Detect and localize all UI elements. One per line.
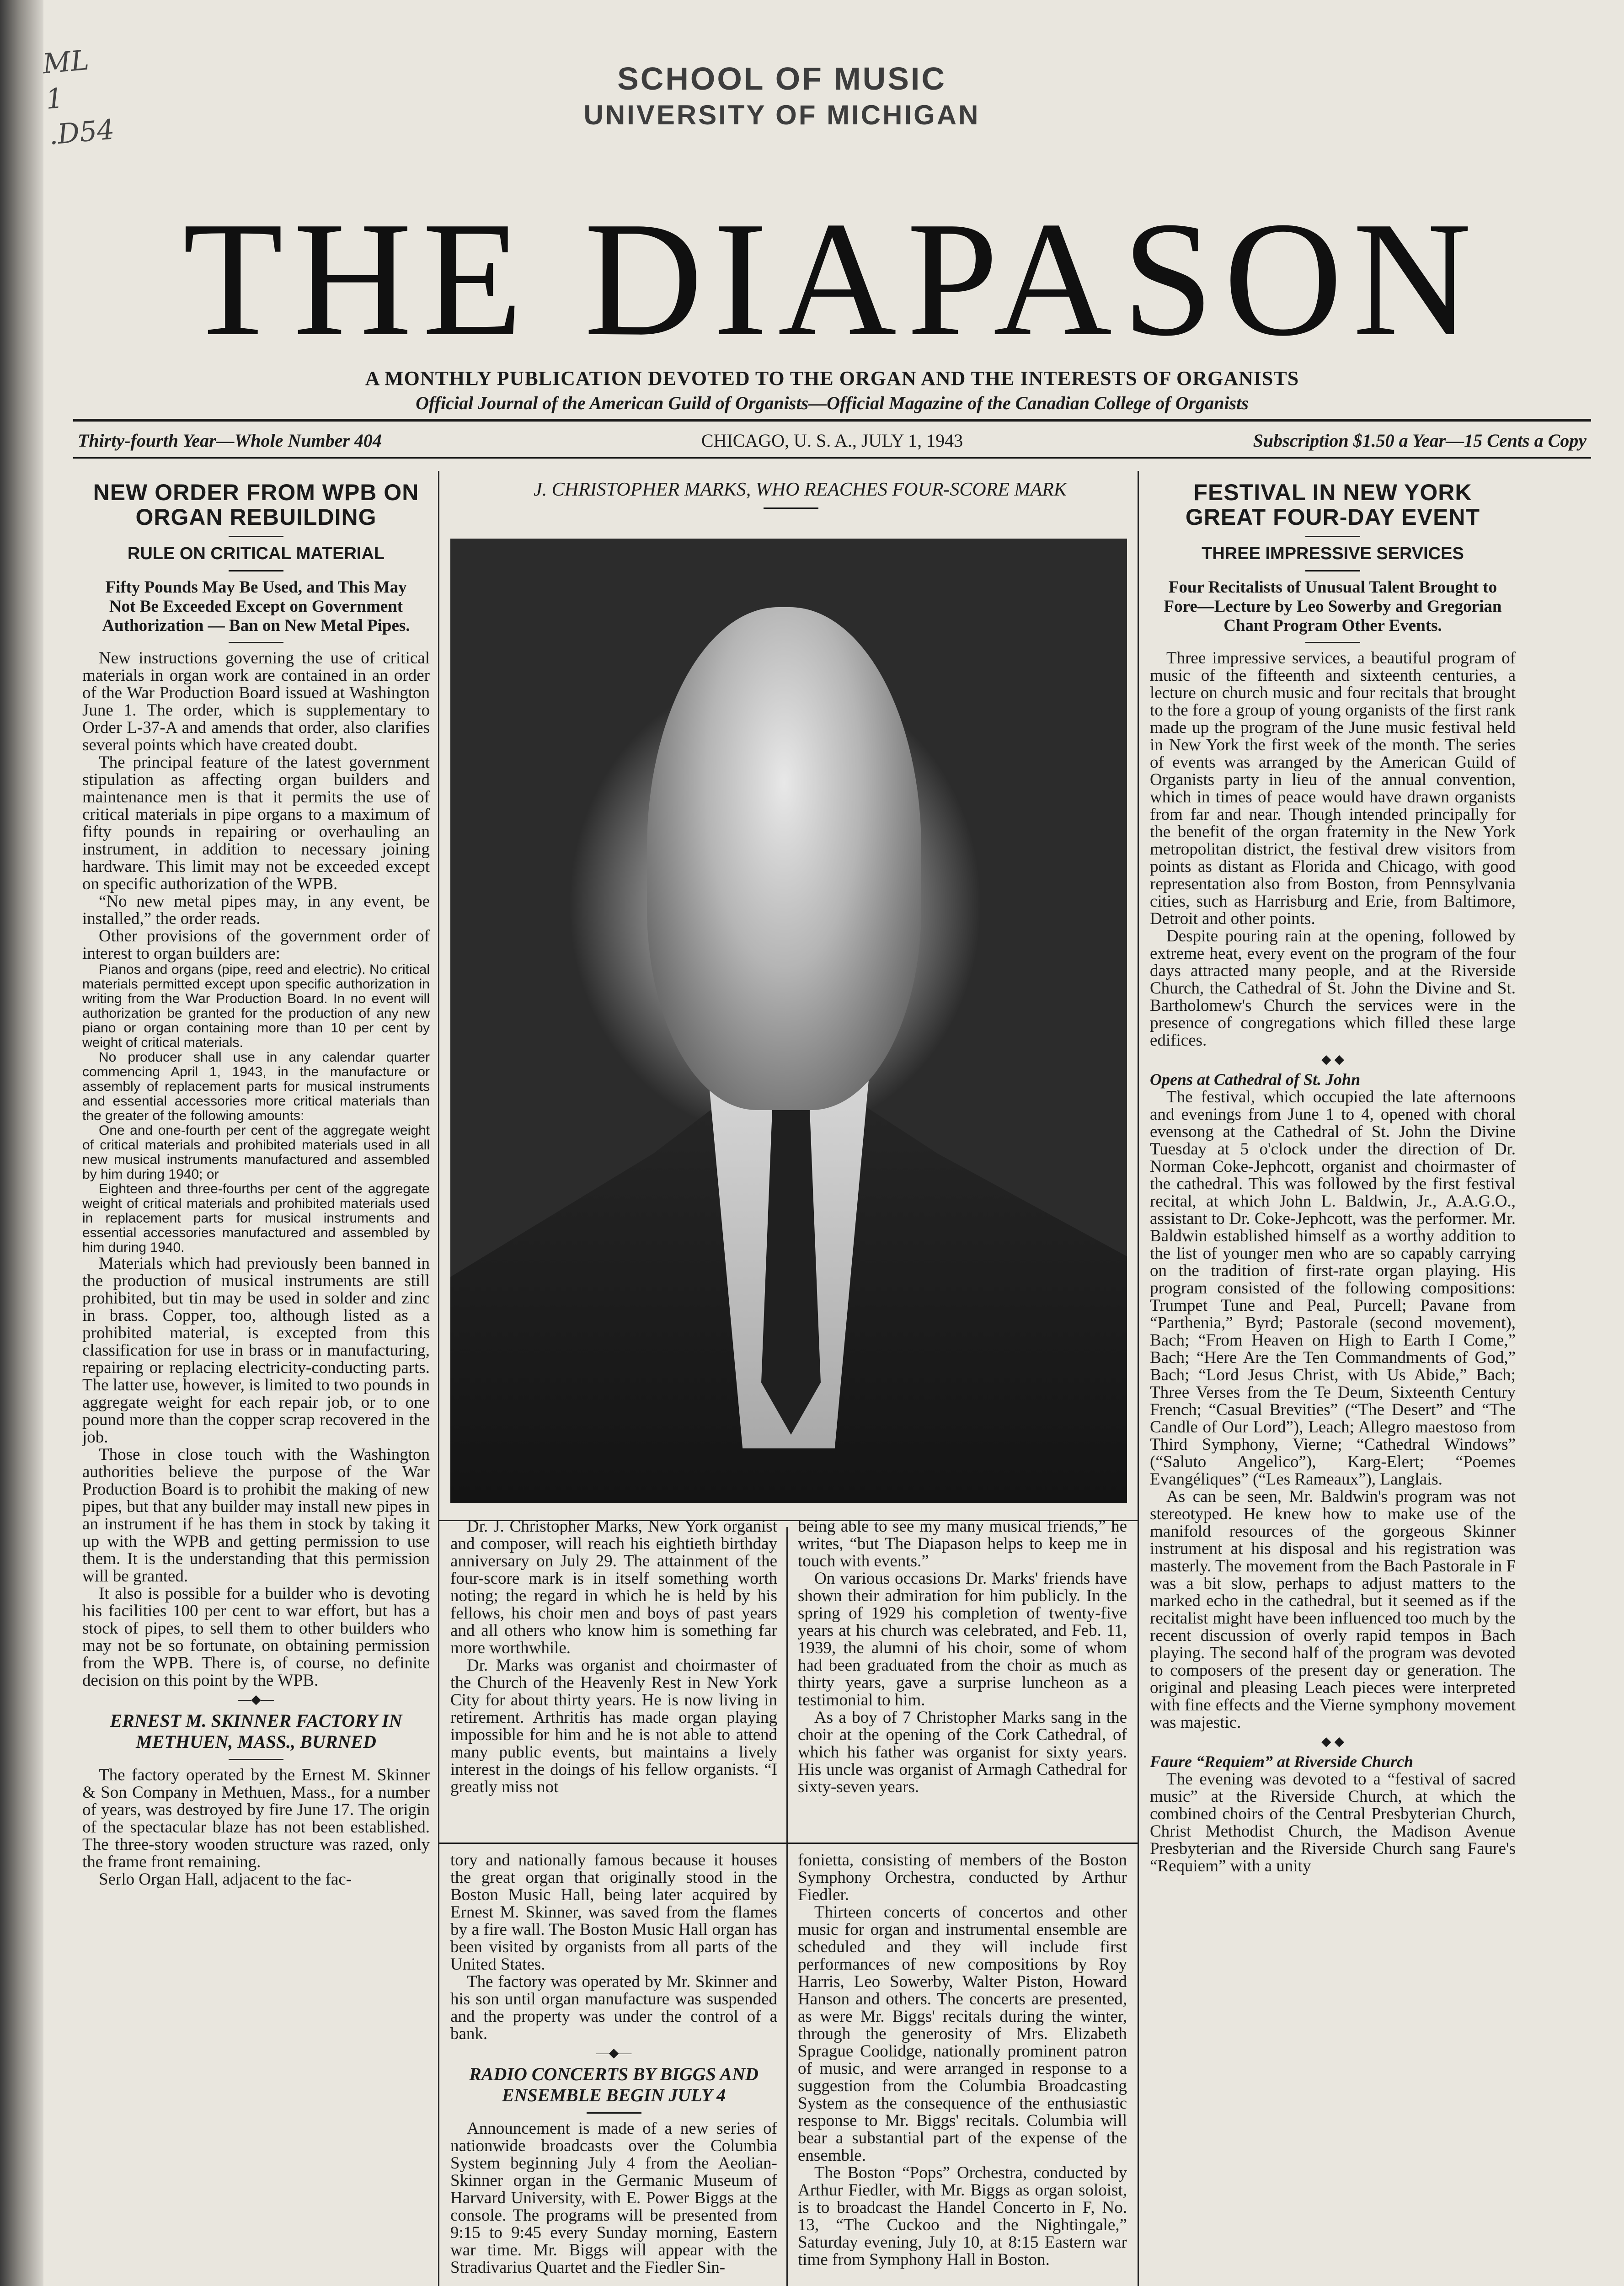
skinner-continuation: tory and nationally famous because it houses the great organ that originally stood in the Boston Music Hall, being later acquired by Ernest M. Skinner, was saved from the flames by a fire wall. The Boston Music Hall organ has been visited by organists from all parts of the United States. [450,1851,777,1974]
radio-article-col2 [798,1852,1127,2269]
wpb-paragraph: New instructions governing the use of critical materials in organ work are contained in an order of the War Production Board issued at Washington June 1. The order, which is supplementary to Order L-37-A and amends that order, also clarifies several points which have created doubt. [82,649,430,754]
festival-deck: Four Recitalists of Unusual Talent Brought to Fore—Lecture by Leo Sowerby and Gregorian Chant Program Other Events. [1164,578,1502,635]
wpb-paragraph: Other provisions of the government order of interest to organ builders are: [82,927,430,963]
column-rule [438,471,439,2286]
radio-paragraph: The Boston “Pops” Orchestra, conducted by Arthur Fiedler, with Mr. Biggs as organ soloist, is to broadcast the Handel Concerto in F, No. 13, “The Cuckoo and the Nightingale,” Saturday evening, July 10, at 8:15 Eastern war time from Symphony Hall in Boston. [798,2163,1127,2269]
festival-paragraph: Three impressive services, a beautiful program of music of the fifteenth and sixteenth centuries, a lecture on church music and four recitals that brought to the fore a group of young organists of the first rank made up the program of the June music festival held in New York the first week of the month. The series of events was arranged by the American Guild of Organists party in lieu of the annual convention, which in times of peace would have drawn organists from far and near. Though intended principally for the benefit of the organ fraternity in the New York metropolitan district, the festival drew visitors from points as distant as Florida and Chicago, with good representation also from Boston, from Pennsylvania cities, such as Harrisburg and Erie, from Baltimore, Detroit and other points. [1150,649,1516,928]
dateline-top-rule [73,419,1591,422]
radio-paragraph: fonietta, consisting of members of the Boston Symphony Orchestra, conducted by Arthur Fiedler. [798,1851,1127,1904]
divider [587,2112,641,2114]
stamp-line-school: SCHOOL OF MUSIC [617,61,946,96]
dateline-place-date: CHICAGO, U. S. A., JULY 1, 1943 [701,430,963,451]
handwritten-line: ML [41,44,91,80]
marks-article-col2 [798,1518,1127,1796]
divider [1305,642,1360,643]
festival-paragraph: The evening was devoted to a “festival of sacred music” at the Riverside Church, at which the combined choirs of the Central Presbyterian Church, Christ Methodist Church, the Madison Avenue Presbyterian and the Riverside Church sang Faure's “Requiem” with a unity [1150,1770,1516,1875]
festival-paragraph: The festival, which occupied the late afternoons and evenings from June 1 to 4, opened with choral evensong at the Cathedral of St. John the Divine Tuesday at 5 o'clock under the direction of Dr. Norman Coke-Jephcott, organist and choirmaster of the cathedral. This was followed by the first festival recital, at which John L. Baldwin, Jr., A.A.G.O., assistant to Dr. Coke-Jephcott, was the performer. Mr. Baldwin established himself as a worthy addition to the list of younger men who are so capably carrying on the tradition of first-rate organ playing. His program consisted of the following compositions: Trumpet Tune and Peal, Purcell; Pavane from “Parthenia,” Byrd; Pastorale (second movement), Bach; “From Heaven on High to Earth I Come,” Bach; “Here Are the Ten Commandments of God,” Bach; “Lord Jesus Christ, with Us Abide,” Bach; Three Verses from the Te Deum, Sixteenth Century French; “Casual Brevities” (“The Desert” and “The Candle of Our Lord”), Leach; Allegro maestoso from Third Symphony, Vierne; “Cathedral Windows” (“Saluto Angelico”), Karg-Elert; “Poemes Evangéliques” (“Les Rameaux”), Langlais. [1150,1088,1516,1489]
radio-paragraph: Thirteen concerts of concertos and other music for organ and instrumental ensemble are scheduled and they will include first performances of new compositions by Roy Harris, Leo Sowerby, Walter Piston, Howard Hanson and others. The concerts are presented, as were Mr. Biggs' recitals during the winter, through the generosity of Mrs. Elizabeth Sprague Coolidge, nationally prominent patron of music, and were arranged in response to a suggestion from the Columbia Broadcasting System as the consequence of the enthusiastic response to Mr. Biggs' recitals. Columbia will bear a substantial part of the expense of the ensemble. [798,1903,1127,2165]
festival-article [1150,480,1516,1875]
radio-paragraph: Announcement is made of a new series of nationwide broadcasts over the Columbia System beginning July 4 from the Aeolian-Skinner organ in the Germanic Museum of Harvard University, with E. Power Biggs at the console. The programs will be presented from 9:15 to 9:45 every Sunday morning, Eastern war time. Mr. Biggs will appear with the Stradivarius Quartet and the Fiedler Sin- [450,2119,777,2277]
marks-article-col1 [450,1518,777,1796]
skinner-continuation: The factory was operated by Mr. Skinner and his son until organ manufacture was suspended and the property was under the control of a bank. [450,1972,777,2043]
festival-headline: FESTIVAL IN NEW YORK GREAT FOUR-DAY EVENT [1185,480,1480,530]
wpb-order-paragraph: Pianos and organs (pipe, reed and electric). No critical materials permitted except upon specific authorization in writing from the War Production Board. In no event will authorization be granted for the production of any new piano or organ containing more than 10 per cent by weight of critical materials. [82,962,430,1050]
dateline [73,427,1591,454]
wpb-article [82,480,430,1888]
divider [1305,536,1360,537]
ornament-divider: —◆— [596,2046,632,2060]
portrait-photo [450,539,1127,1503]
page-binding-edge [0,0,43,2286]
marks-headline: J. CHRISTOPHER MARKS, WHO REACHES FOUR-SCORE MARK [534,479,1067,500]
column-rule [786,1527,788,2286]
wpb-headline: NEW ORDER FROM WPB ON ORGAN REBUILDING [93,480,419,530]
wpb-deck: Fifty Pounds May Be Used, and This May Not Be Exceeded Except on Government Authorization — Ban on New Metal Pipes. [102,578,410,635]
divider [229,570,283,572]
handwritten-call-number [41,41,114,153]
festival-paragraph: Despite pouring rain at the opening, followed by extreme heat, every event on the program of the four days attracted many people, and at the Riverside Church, the Cathedral of St. John the Divine and St. Bartholomew's Church the services were in the presence of congregations which filled these large edifices. [1150,927,1516,1050]
skinner-headline: ERNEST M. SKINNER FACTORY IN METHUEN, MASS., BURNED [110,1710,402,1752]
column-rule [1138,471,1139,2286]
divider [229,1759,283,1760]
festival-subhead: THREE IMPRESSIVE SERVICES [1202,544,1464,563]
wpb-order-paragraph: Eighteen and three-fourths per cent of the aggregate weight of critical materials and prohibited materials used in replacement parts for musical instruments and essential accessories manufactured and assembled by him during 1940. [82,1181,430,1255]
library-stamp [530,59,1033,133]
marks-paragraph: On various occasions Dr. Marks' friends have shown their admiration for him publicly. In the spring of 1929 his completion of twenty-five years at his church was celebrated, and Feb. 11, 1939, the alumni of his choir, some of whom had been graduated from the choir as much as thirty years, gave a surprise luncheon as a testimonial to him. [798,1569,1127,1709]
ornament-divider: ◆ ◆ [1321,1735,1345,1749]
photo-face [647,607,921,1110]
section-rule [439,1843,1138,1844]
handwritten-line: 1 [44,82,65,116]
wpb-paragraph: The principal feature of the latest government stipulation as affecting organ builders and maintenance men is that it permits the use of critical materials in pipe organs to a maximum of fifty pounds in repairing or overhauling an instrument, in addition to necessary joining hardware. This limit may not be exceeded except on specific authorization of the WPB. [82,753,430,893]
marks-paragraph: being able to see my many musical friends,” he writes, “but The Diapason helps to keep me in touch with events.” [798,1517,1127,1570]
wpb-order-paragraph: One and one-fourth per cent of the aggregate weight of critical materials and prohibited materials used in all new musical instruments manufactured and assembled by him during 1940; or [82,1123,430,1182]
masthead-subtagline: Official Journal of the American Guild of Organists—Official Magazine of the Canadian College of Organists [416,393,1249,413]
wpb-order-paragraph: No producer shall use in any calendar quarter commencing April 1, 1943, in the manufacture or assembly of replacement parts for musical instruments and essential accessories more critical materials than the greater of the following amounts: [82,1050,430,1123]
divider [229,642,283,643]
dateline-volume: Thirty-fourth Year—Whole Number 404 [78,430,382,451]
festival-paragraph: As can be seen, Mr. Baldwin's program was not stereotyped. He knew how to make use of the manifold resources of the gorgeous Skinner instrument at his disposal and his registration was masterly. The movement from the Bach Pastorale in F was a bit slow, perhaps to adjust matters to the marked echo in the cathedral, but it seemed as if the recitalist might have been influenced too much by the recent discussion of overly rapid tempos in Bach playing. The second half of the program was devoted to composers of the present day or generation. The original and pleasing Leach pieces were interpreted with fine effects and the Vierne symphony movement was majestic. [1150,1487,1516,1732]
radio-headline: RADIO CONCERTS BY BIGGS AND ENSEMBLE BEGIN JULY 4 [469,2064,759,2105]
festival-runin-heading: Faure “Requiem” at Riverside Church [1150,1752,1414,1771]
marks-paragraph: As a boy of 7 Christopher Marks sang in the choir at the opening of the Cork Cathedral, of which his father was organist for sixty years. His uncle was organist of Armagh Cathedral for sixty-seven years. [798,1708,1127,1796]
handwritten-line: .D54 [48,113,116,151]
wpb-paragraph: Materials which had previously been banned in the production of musical instruments are still prohibited, but tin may be used in solder and zinc in brass. Copper, too, although listed as a prohibited material, is excepted from this classification for use in brass or in manufacturing, repairing or replacing electricity-conducting parts. The latter use, however, is limited to two pounds in aggregate weight for each repair job, or to one pound more than the copper scrap recovered in the job. [82,1254,430,1447]
divider [229,536,283,537]
wpb-paragraph: It also is possible for a builder who is devoting his facilities 100 per cent to war effort, but has a stock of pipes, to sell them to other builders who may not be so fortunate, on obtaining permission from the WPB. There is, of course, no definite decision on this point by the WPB. [82,1584,430,1690]
skinner-continuation-col [450,1852,777,2276]
wpb-paragraph: “No new metal pipes may, in any event, be installed,” the order reads. [82,892,430,928]
festival-runin-heading: Opens at Cathedral of St. John [1150,1070,1361,1089]
wpb-paragraph: Those in close touch with the Washington authorities believe the purpose of the War Production Board is to prohibit the making of new pipes, but that any builder may install new pipes in an instrument if he has them in stock by taking it up with the WPB and getting permission to use them. It is the understanding that this permission will be granted. [82,1445,430,1586]
dateline-subscription: Subscription $1.50 a Year—15 Cents a Copy [1253,430,1587,451]
stamp-line-university: UNIVERSITY OF MICHIGAN [583,100,980,130]
divider [764,507,818,509]
skinner-paragraph: The factory operated by the Ernest M. Skinner & Son Company in Methuen, Mass., for a number of years, was destroyed by fire June 17. The origin of the spectacular blaze has not been established. The three-story wooden structure was razed, only the frame front remaining. [82,1766,430,1871]
masthead-title: THE DIAPASON [182,187,1482,370]
ornament-divider: —◆— [238,1693,274,1707]
marks-paragraph: Dr. J. Christopher Marks, New York organist and composer, will reach his eightieth birthday anniversary on July 29. The attainment of the four-score mark is in itself something worth noting; the regard in which he is held by his fellows, his choir men and boys of past years and all others who know him is something far more worthwhile. [450,1517,777,1657]
divider [1305,570,1360,572]
masthead-tagline: A MONTHLY PUBLICATION DEVOTED TO THE ORGAN AND THE INTERESTS OF ORGANISTS [365,367,1299,390]
dateline-bottom-rule [73,457,1591,459]
marks-paragraph: Dr. Marks was organist and choirmaster of the Church of the Heavenly Rest in New York City for about thirty years. He is now living in retirement. Arthritis has made organ playing impossible for him and he is not able to attend many public events, but maintains a lively interest in the doings of his fellow organists. “I greatly miss not [450,1656,777,1796]
ornament-divider: ◆ ◆ [1321,1052,1345,1067]
wpb-subhead: RULE ON CRITICAL MATERIAL [127,544,385,563]
skinner-paragraph: Serlo Organ Hall, adjacent to the fac- [99,1870,352,1889]
